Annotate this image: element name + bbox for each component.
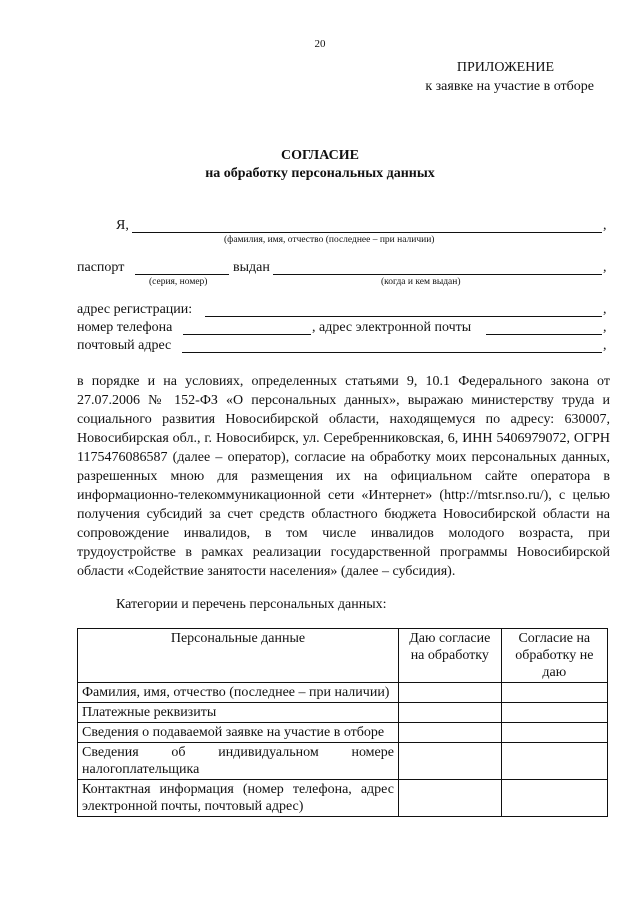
consent-body-text: в порядке и на условиях, определенных статьями 9, 10.1 Федерального закона от 27.07.2006 № 152-ФЗ «О персональных данных», выражаю министерству труда и социального развития Новосибирской области, находящемуся по адресу: 630007, Новосибирская обл., г. Новосибирск, ул. Серебренниковская, 6, ИНН 5406979072, ОГРН 1175476086587 (далее – оператор), согласие на обработку моих персональных данных, разрешенных мною для размещения их на официальном сайте оператора в информационно-телекоммуникационной сети «Интернет» (http://mtsr.nso.ru/), с целью получения субсидий за счет средств областного бюджета Новосибирской области на сопровождение инвалидов, в том числе инвалидов молодого возраста, при трудоустройстве в рамках реализации государственной программы Новосибирской области «Содействие занятости населения» (далее – субсидия). [77,374,610,579]
issued-label: выдан [233,260,270,275]
email-label: , адрес электронной почты [312,320,472,335]
no-consent-cell[interactable] [501,743,607,780]
table-header-row [78,629,608,683]
personal-data-table [77,628,608,817]
give-consent-cell[interactable] [398,703,501,723]
email-field-line[interactable] [486,334,602,335]
give-consent-cell[interactable] [398,723,501,743]
issued-hint: (когда и кем выдан) [381,277,461,287]
address-comma: , [603,302,607,317]
i-label: Я, [116,218,129,233]
postal-field-line[interactable] [182,352,602,353]
document-subtitle: на обработку персональных данных [205,166,435,181]
name-field-line[interactable] [132,232,602,233]
row-label-application-info: Сведения о подаваемой заявке на участие в отборе [78,723,399,743]
no-consent-cell[interactable] [501,723,607,743]
table-row [78,683,608,703]
give-consent-cell[interactable] [398,780,501,817]
document-title: СОГЛАСИЕ [281,148,359,163]
give-consent-cell[interactable] [398,683,501,703]
address-field-line[interactable] [205,316,602,317]
email-comma: , [603,320,607,335]
table-row [78,780,608,817]
address-label: адрес регистрации: [77,302,193,317]
appendix-subtitle: к заявке на участие в отборе [425,79,594,94]
no-consent-cell[interactable] [501,703,607,723]
give-consent-cell[interactable] [398,743,501,780]
row-label-payment-details: Платежные реквизиты [78,703,399,723]
phone-field-line[interactable] [183,334,311,335]
phone-label: номер телефона [77,320,173,335]
page-number: 20 [314,38,326,50]
passport-comma: , [603,260,607,275]
postal-label: почтовый адрес [77,338,172,353]
row-label-full-name: Фамилия, имя, отчество (последнее – при наличии) [78,683,399,703]
passport-label: паспорт [77,260,125,275]
appendix-title: ПРИЛОЖЕНИЕ [456,60,554,75]
header-give-consent: Даю согласие на обработку [398,629,501,683]
no-consent-cell[interactable] [501,683,607,703]
passport-issued-field-line[interactable] [273,274,602,275]
series-hint: (серия, номер) [149,277,208,287]
name-comma: , [603,218,607,233]
header-no-consent: Согласие на обработку не даю [501,629,607,683]
header-personal-data: Персональные данные [78,629,399,683]
table-row [78,743,608,780]
row-label-taxpayer-number: Сведения об индивидуальном номере налогоплательщика [78,743,399,780]
table-row [78,703,608,723]
table-row [78,723,608,743]
row-label-contact-info: Контактная информация (номер телефона, адрес электронной почты, почтовый адрес) [78,780,399,817]
name-hint: (фамилия, имя, отчество (последнее – при наличии) [224,235,435,245]
categories-heading: Категории и перечень персональных данных: [116,597,387,612]
passport-series-field-line[interactable] [135,274,229,275]
no-consent-cell[interactable] [501,780,607,817]
postal-comma: , [603,338,607,353]
